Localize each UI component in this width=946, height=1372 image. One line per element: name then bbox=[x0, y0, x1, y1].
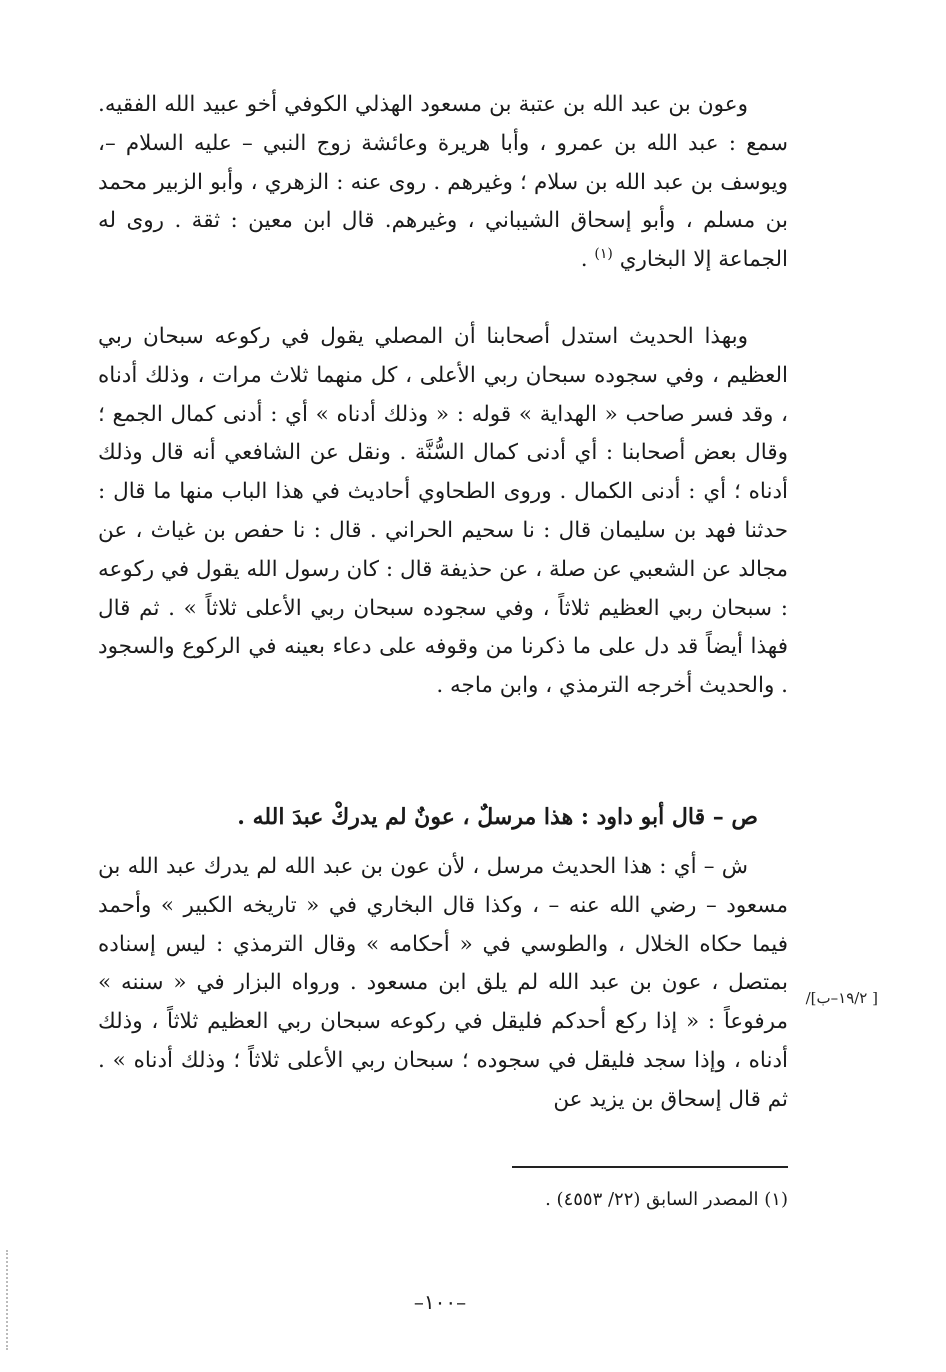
footnote-marker: (١) bbox=[594, 246, 613, 263]
paragraph-commentary: وبهذا الحديث استدل أصحابنا أن المصلي يقول في ركوعه سبحان ربي العظيم ، وفي سجوده سبحان ربي الأعلى ، كل منهما ثلاث مرات ، وذلك أدناه ، وقد فسر صاحب « الهداية » قوله : « وذلك أدناه » أي : أدنى كمال الجمع ؛ وقال بعض أصحابنا : أي أدنى كمال السُّنَّة . ونقل عن الشافعي أنه قال وذلك أدناه ؛ أي : أدنى الكمال . وروى الطحاوي أحاديث في هذا الباب منها ما قال : حدثنا فهد بن سليمان قال : نا سحيم الحراني . قال : نا حفص بن غياث ، عن مجالد عن الشعبي عن صلة ، عن حذيفة قال : كان رسول الله يقول في ركوعه : سبحان ربي العظيم ثلاثاً ، وفي سجوده سبحان ربي الأعلى ثلاثاً » . ثم قال فهذا أيضاً قد دل على ما ذكرنا من وقوفه على دعاء بعينه في الركوع والسجود . والحديث أخرجه الترمذي ، وابن ماجه . bbox=[98, 324, 788, 699]
abu-dawud-statement: ص – قال أبو داود : هذا مرسلٌ ، عونٌ لم يدركْ عبدَ الله . bbox=[237, 804, 758, 830]
page-number: –١٠٠– bbox=[413, 1290, 467, 1314]
paragraph-narrator-bio bbox=[98, 86, 788, 280]
manuscript-margin-reference: [ ١٩/٢–ب]/ bbox=[805, 989, 878, 1007]
paragraph-explanation: ش – أي : هذا الحديث مرسل ، لأن عون بن عبد الله لم يدرك عبد الله بن مسعود – رضي الله عنه – ، وكذا قال البخاري في « تاريخه الكبير » وأحمد فيما حكاه الخلال ، والطوسي في « أحكامه » وقال الترمذي : ليس إسناده بمتصل ، عون بن عبد الله لم يلق ابن مسعود . ورواه البزار في « سننه » مرفوعاً : « إذا ركع أحدكم فليقل في ركوعه سبحان ربي العظيم ثلاثاً ، وذلك أدناه ، وإذا سجد فليقل في سجوده ؛ سبحان ربي الأعلى ثلاثاً ؛ وذلك أدناه » . ثم قال إسحاق بن يزيد عن bbox=[98, 854, 788, 1112]
paragraph-end: . bbox=[580, 247, 595, 273]
paragraph-text: وعون بن عبد الله بن عتبة بن مسعود الهذلي الكوفي أخو عبيد الله الفقيه. سمع : عبد الله بن عمرو ، وأبا هريرة وعائشة زوج النبي – عليه السلام –، ويوسف بن عبد الله بن سلام ؛ وغيرهم . روى عنه : الزهري ، وأبو الزبير محمد بن مسلم ، وأبو إسحاق الشيباني ، وغيرهم. قال ابن معين : ثقة . روى له الجماعة إلا البخاري bbox=[98, 92, 788, 273]
scan-edge-marks bbox=[6, 1250, 10, 1350]
footnote-divider bbox=[512, 1166, 788, 1168]
footnote: (١) المصدر السابق (٢٢/ ٤٥٥٣) . bbox=[545, 1189, 788, 1210]
